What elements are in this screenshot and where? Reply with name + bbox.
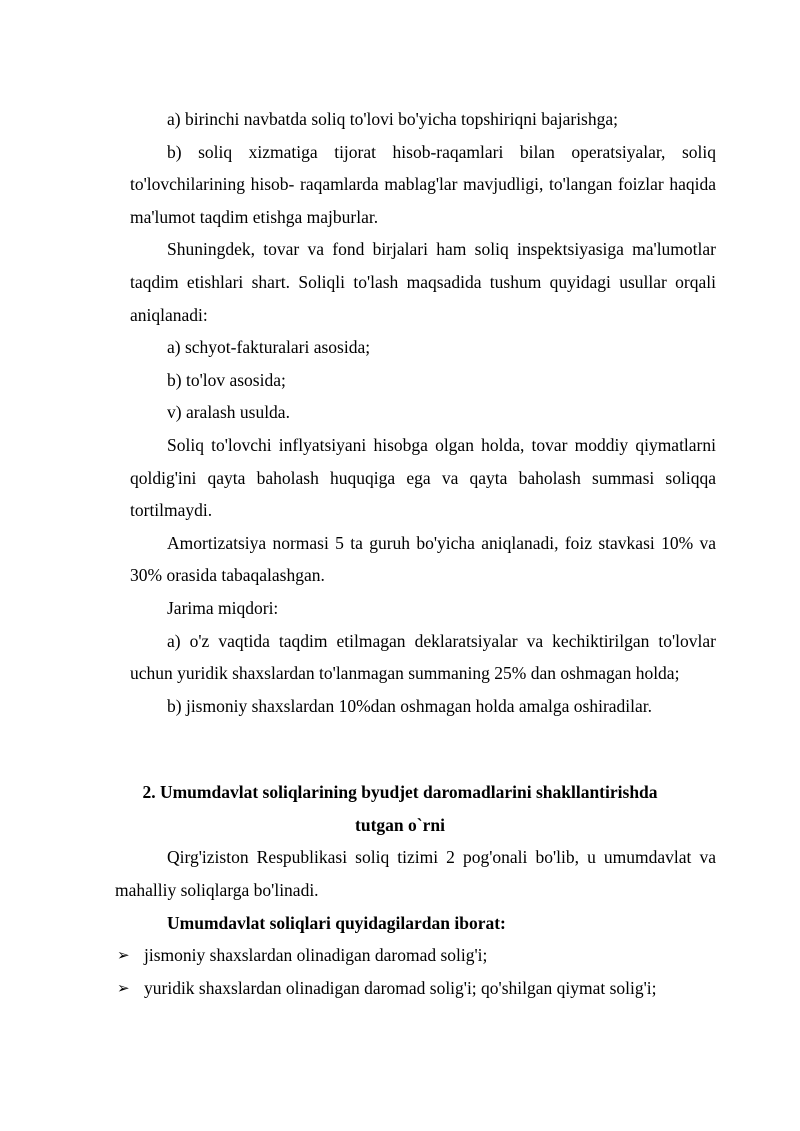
bullet-text: yuridik shaxslardan olinadigan daromad solig'i; qo'shilgan qiymat solig'i;: [144, 977, 657, 998]
paragraph-tax-system: Qirg'iziston Respublikasi soliq tizimi 2 pog'onali bo'lib, u umumdavlat va mahalliy soliqlarga bo'linadi.: [115, 847, 716, 901]
section-heading-line-1: 2. Umumdavlat soliqlarining byudjet daromadlarini shakllantirishda: [142, 782, 658, 803]
paragraph-obligation-a: a) birinchi navbatda soliq to'lovi bo'yicha topshiriqni bajarishga;: [167, 109, 619, 129]
arrow-bullet-icon: ➢: [117, 946, 130, 965]
paragraph-inflation: Soliq to'lovchi inflyatsiyani hisobga olgan holda, tovar moddiy qiymatlarni qoldig'ini qayta baholash huquqiga ega va qayta baholash summasi soliqqa tortilmaydi.: [130, 434, 716, 521]
paragraph-penalty-title: Jarima miqdori:: [167, 597, 279, 618]
list-item-method-b: b) to'lov asosida;: [167, 369, 286, 390]
section-subheading: Umumdavlat soliqlari quyidagilardan iborat:: [167, 912, 506, 933]
bullet-item: [117, 939, 716, 972]
list-item-method-v: v) aralash usulda.: [167, 402, 290, 423]
arrow-bullet-icon: ➢: [117, 978, 130, 997]
section-spacer: [130, 722, 716, 776]
list-item-method-a: a) schyot-fakturalari asosida;: [167, 337, 371, 358]
list-item-penalty-b: b) jismoniy shaxslardan 10%dan oshmagan holda amalga oshiradilar.: [167, 695, 653, 716]
list-item-penalty-a: a) o'z vaqtida taqdim etilmagan deklaratsiyalar va kechiktirilgan to'lovlar uchun yuridik shaxslardan to'lanmagan summaning 25% dan oshmagan holda;: [130, 630, 716, 684]
paragraph-exchanges: Shuningdek, tovar va fond birjalari ham soliq inspektsiyasiga ma'lumotlar taqdim etishlari shart. Soliqli to'lash maqsadida tushum quyidagi usullar orqali aniqlanadi:: [130, 239, 716, 325]
bullet-item: [117, 972, 716, 1005]
paragraph-obligation-b: b) soliq xizmatiga tijorat hisob-raqamlari bilan operatsiyalar, soliq to'lovchilarining hisob- raqamlarda mablag'lar mavjudligi, to'langan foizlar haqida ma'lumot taqdim etishga majburlar.: [130, 141, 716, 227]
paragraph-amortization: Amortizatsiya normasi 5 ta guruh bo'yicha aniqlanadi, foiz stavkasi 10% va 30% orasida tabaqalashgan.: [130, 532, 716, 586]
section-heading-line-2: tutgan o`rni: [355, 814, 445, 835]
bullet-text: jismoniy shaxslardan olinadigan daromad solig'i;: [144, 945, 488, 966]
